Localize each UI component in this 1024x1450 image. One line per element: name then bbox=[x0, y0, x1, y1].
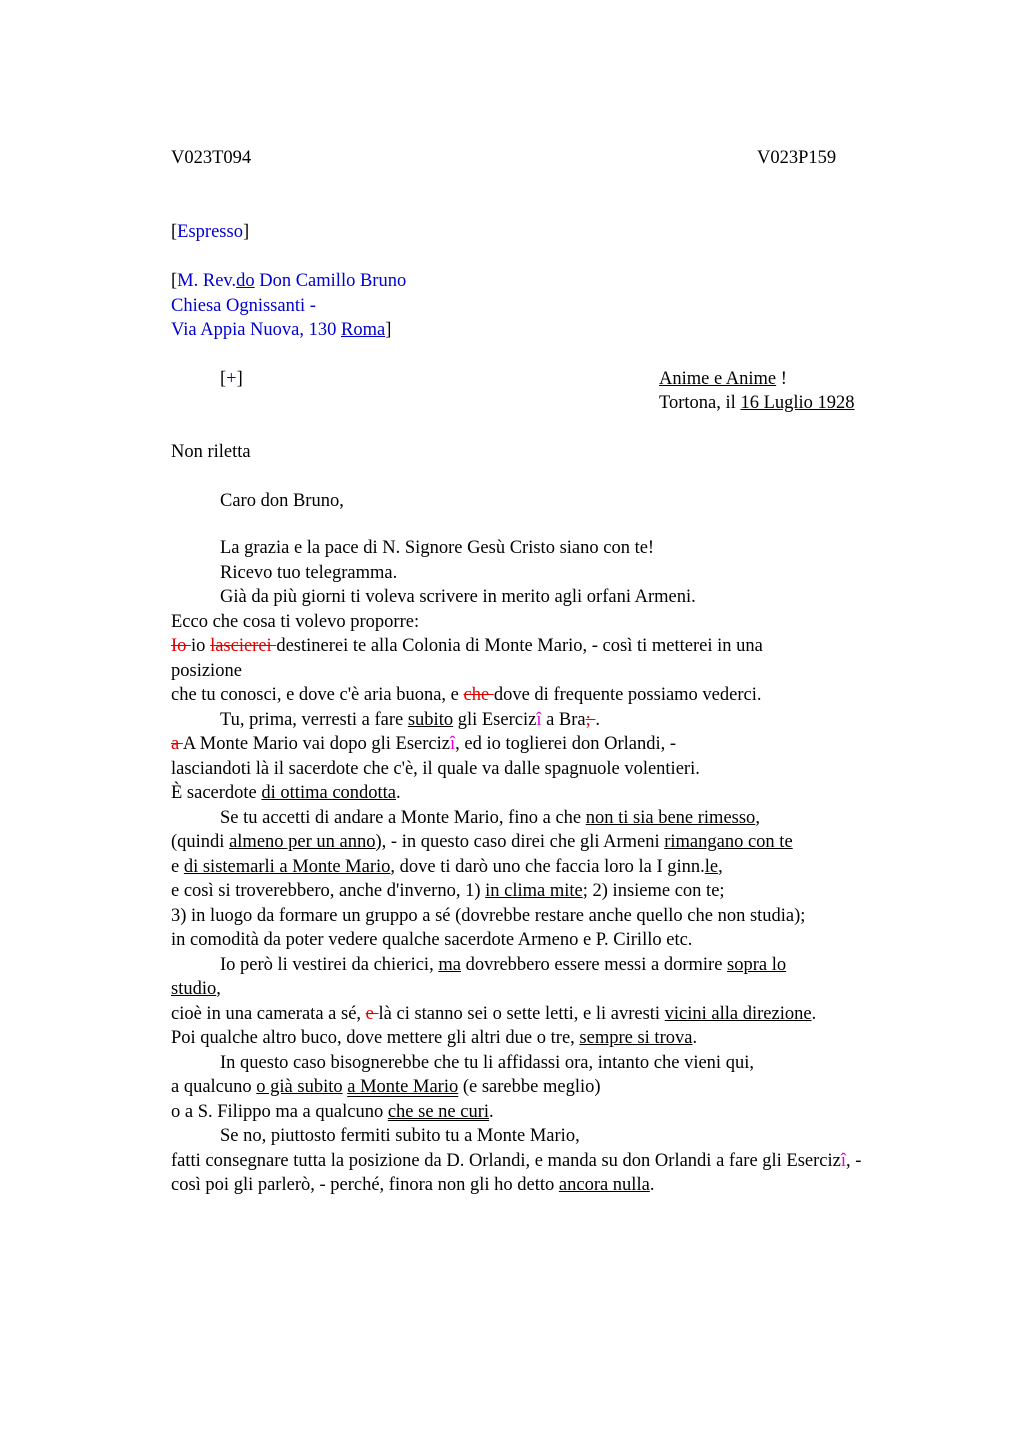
letter-line: o a S. Filippo ma a qualcuno che se ne curi. bbox=[171, 1101, 494, 1122]
letter-line: e così si troverebbero, anche d'inverno, 1) in clima mite; 2) insieme con te; bbox=[171, 881, 725, 901]
letter-line: È sacerdote di ottima condotta. bbox=[171, 783, 401, 803]
address-line-3: Via Appia Nuova, 130 Roma] bbox=[171, 320, 392, 340]
letter-line: lasciandoti là il sacerdote che c'è, il quale va dalle spagnuole volentieri. bbox=[171, 758, 700, 779]
letter-line: In questo caso bisognerebbe che tu li affidassi ora, intanto che vieni qui, bbox=[220, 1052, 754, 1073]
letter-line: Già da più giorni ti voleva scrivere in merito agli orfani Armeni. bbox=[220, 587, 696, 607]
letter-line: Poi qualche altro buco, dove mettere gli altri due o tre, sempre si trova. bbox=[171, 1028, 698, 1048]
greeting: Caro don Bruno, bbox=[220, 491, 344, 511]
letter-line: (quindi almeno per un anno), - in questo caso direi che gli Armeni rimangano con te bbox=[171, 832, 793, 852]
motto: Anime e Anime ! bbox=[659, 369, 787, 389]
letter-line: e di sistemarli a Monte Mario, dove ti darò uno che faccia loro la I ginn.le, bbox=[171, 856, 723, 877]
letter-line: studio, bbox=[171, 979, 221, 999]
letter-line: 3) in luogo da formare un gruppo a sé (dovrebbe restare anche quello che non studia); bbox=[171, 905, 806, 926]
letter-body bbox=[171, 536, 911, 1198]
espresso-note: [Espresso] bbox=[171, 222, 250, 242]
dateline: Tortona, il 16 Luglio 1928 bbox=[659, 393, 855, 413]
letter-line: posizione bbox=[171, 660, 242, 681]
letter-line: Ecco che cosa ti volevo proporre: bbox=[171, 611, 420, 632]
address-line-1: [M. Rev.do Don Camillo Bruno bbox=[171, 271, 407, 291]
letter-line: che tu conosci, e dove c'è aria buona, e che dove di frequente possiamo vederci. bbox=[171, 685, 762, 705]
document-code-left: V023T094 bbox=[171, 148, 252, 168]
letter-line: a qualcuno o già subito a Monte Mario (e sarebbe meglio) bbox=[171, 1077, 601, 1097]
unread-note: Non riletta bbox=[171, 442, 251, 462]
letter-line: così poi gli parlerò, - perché, finora non gli ho detto ancora nulla. bbox=[171, 1175, 655, 1195]
letter-line: cioè in una camerata a sé, e là ci stanno sei o sette letti, e li avresti vicini alla direzione. bbox=[171, 1003, 817, 1024]
letter-line: La grazia e la pace di N. Signore Gesù Cristo siano con te! bbox=[220, 538, 655, 558]
letter-line: in comodità da poter vedere qualche sacerdote Armeno e P. Cirillo etc. bbox=[171, 930, 693, 950]
letter-line: fatti consegnare tutta la posizione da D. Orlandi, e manda su don Orlandi a fare gli Esercizî, - bbox=[171, 1150, 862, 1171]
letter-line: Se tu accetti di andare a Monte Mario, fino a che non ti sia bene rimesso, bbox=[220, 807, 760, 828]
letter-line: Io però li vestirei da chierici, ma dovrebbero essere messi a dormire sopra lo bbox=[220, 954, 787, 975]
letter-line: Io io lascierei destinerei te alla Colonia di Monte Mario, - così ti metterei in una bbox=[171, 636, 763, 656]
address-line-2: Chiesa Ognissanti - bbox=[171, 295, 316, 316]
letter-line: a A Monte Mario vai dopo gli Esercizî, ed io toglierei don Orlandi, - bbox=[171, 734, 677, 754]
cross-mark: [+] bbox=[220, 369, 243, 389]
document-code-right: V023P159 bbox=[757, 148, 837, 168]
letter-line: Se no, piuttosto fermiti subito tu a Monte Mario, bbox=[220, 1126, 580, 1146]
letter-line: Tu, prima, verresti a fare subito gli Esercizî a Bra; . bbox=[220, 709, 601, 730]
address-block bbox=[171, 269, 406, 343]
letter-line: Ricevo tuo telegramma. bbox=[220, 562, 398, 583]
